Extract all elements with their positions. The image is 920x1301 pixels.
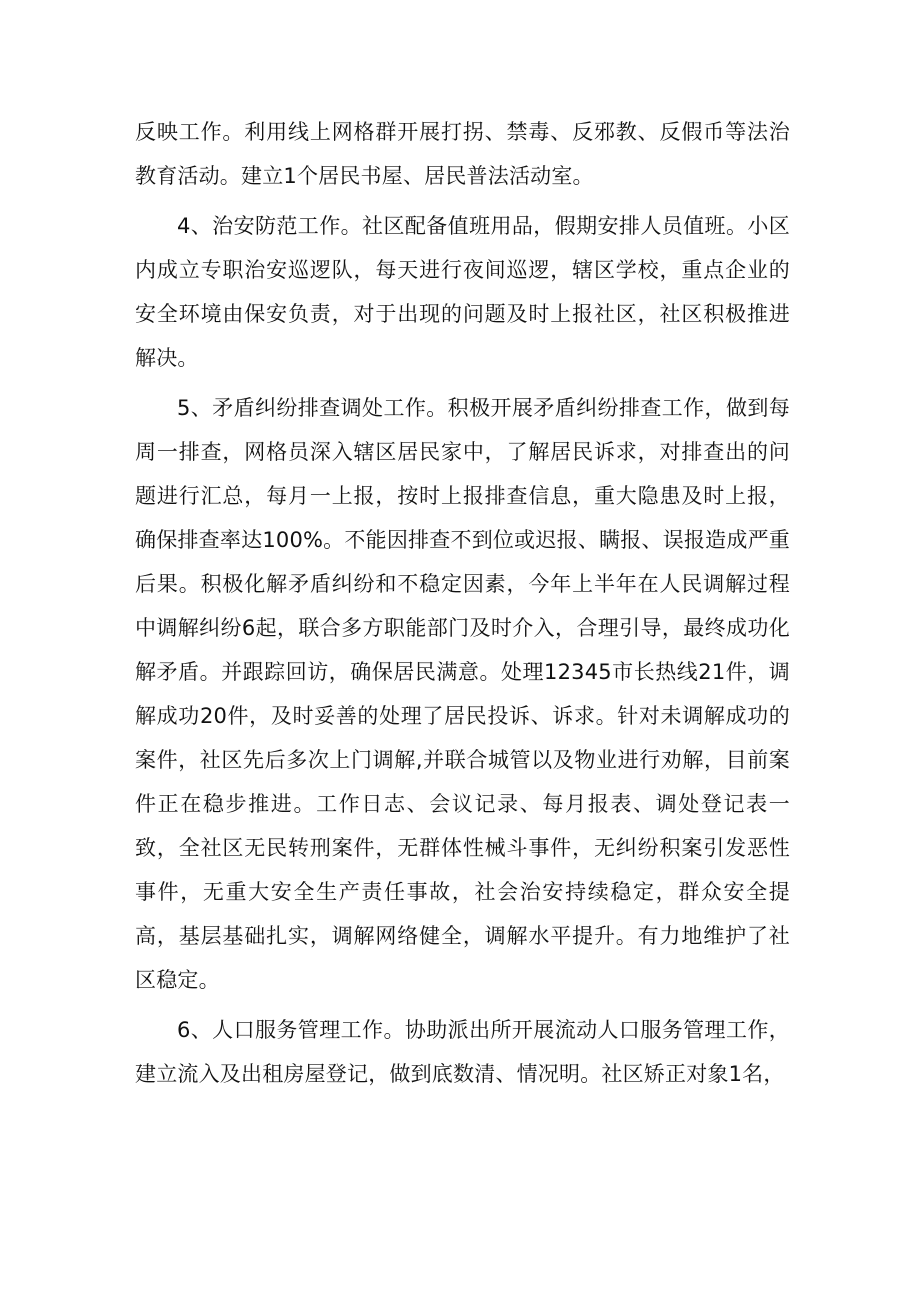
- paragraph-population-service: 6、人口服务管理工作。协助派出所开展流动人口服务管理工作，建立流入及出租房屋登记，做到底数清、情况明。社区矫正对象1名，: [135, 1018, 790, 1086]
- document-body: [135, 110, 790, 1102]
- paragraph-dispute-mediation: 5、矛盾纠纷排查调处工作。积极开展矛盾纠纷排查工作，做到每周一排查，网格员深入辖区居民家中，了解居民诉求，对排查出的问题进行汇总，每月一上报，按时上报排查信息，重大隐患及时上报，确保排查率达100%。不能因排查不到位或迟报、瞒报、误报造成严重后果。积极化解矛盾纠纷和不稳定因素，今年上半年在人民调解过程中调解纠纷6起，联合多方职能部门及时介入，合理引导，最终成功化解矛盾。并跟踪回访，确保居民满意。处理12345市长热线21件，调解成功20件，及时妥善的处理了居民投诉、诉求。针对未调解成功的案件，社区先后多次上门调解,并联合城管以及物业进行劝解，目前案件正在稳步推进。工作日志、会议记录、每月报表、调处登记表一致，全社区无民转刑案件，无群体性械斗事件，无纠纷积案引发恶性事件，无重大安全生产责任事故，社会治安持续稳定，群众安全提高，基层基础扎实，调解网络健全，调解水平提升。有力地维护了社区稳定。: [135, 396, 790, 992]
- paragraph-security-prevention: 4、治安防范工作。社区配备值班用品，假期安排人员值班。小区内成立专职治安巡逻队，每天进行夜间巡逻，辖区学校，重点企业的安全环境由保安负责，对于出现的问题及时上报社区，社区积极推进解决。: [135, 214, 790, 370]
- paragraph-continuation: 反映工作。利用线上网格群开展打拐、禁毒、反邪教、反假币等法治教育活动。建立1个居民书屋、居民普法活动室。: [135, 120, 790, 188]
